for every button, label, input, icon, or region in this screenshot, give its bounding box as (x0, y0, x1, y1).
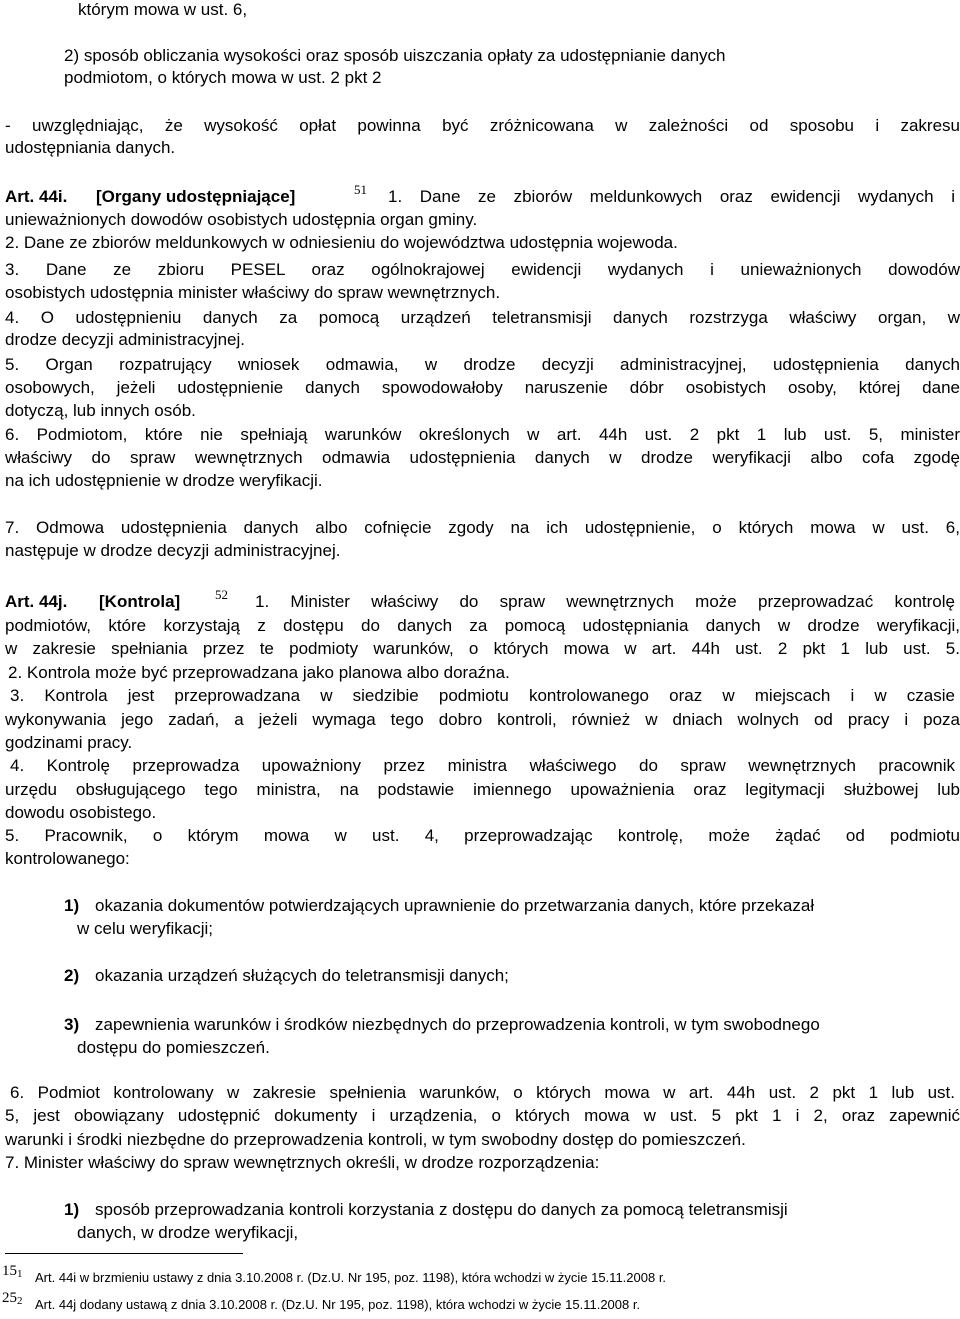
text-line: 7. Minister właściwy do spraw wewnętrznych określi, w drodze rozporządzenia: (5, 1153, 600, 1172)
text-line: 1. Dane ze zbiorów meldunkowych oraz ewidencji wydanych i (388, 187, 955, 206)
footnote-text: Art. 44i w brzmieniu ustawy z dnia 3.10.2008 r. (Dz.U. Nr 195, poz. 1198), która wchodzi w życie 15.11.2008 r. (35, 1270, 667, 1285)
text-line: 2) sposób obliczania wysokości oraz sposób uiszczania opłaty za udostępnianie danych (64, 46, 726, 65)
text-line: podmiotów, które korzystają z dostępu do danych za pomocą udostępniania danych w drodze weryfikacji, (5, 616, 960, 635)
text-line: którym mowa w ust. 6, (78, 0, 248, 19)
text-line: warunki i środki niezbędne do przeprowadzenia kontroli, w tym swobodny dostęp do pomieszczeń. (5, 1130, 746, 1149)
text-line: osobistych udostępnia minister właściwy do spraw wewnętrznych. (5, 283, 501, 302)
text-line: okazania dokumentów potwierdzających uprawnienie do przetwarzania danych, które przekazał (95, 896, 815, 915)
text-line: 5. Organ rozpatrujący wniosek odmawia, w drodze decyzji administracyjnej, udostępnienia danych (5, 355, 960, 374)
text-line: podmiotom, o których mowa w ust. 2 pkt 2 (64, 68, 382, 87)
text-line: dotyczą, lub innych osób. (5, 401, 196, 420)
text-line: wykonywania jego zadań, a jeżeli wymaga tego dobro kontroli, również w dniach wolnych od pracy i poza (5, 710, 960, 729)
text-line: osobowych, jeżeli udostępnienie danych spowodowałoby naruszenie dóbr osobistych osoby, której dane (5, 378, 960, 397)
list-number: 1) (64, 896, 80, 915)
footnote-text: Art. 44j dodany ustawą z dnia 3.10.2008 r. (Dz.U. Nr 195, poz. 1198), która wchodzi w życie 15.11.2008 r. (35, 1297, 641, 1312)
article-44j-title: [Kontrola] (99, 592, 181, 611)
text-line: udostępniania danych. (5, 138, 176, 157)
text-line: 6. Podmiot kontrolowany w zakresie spełnienia warunków, o których mowa w art. 44h ust. 2 pkt 1 lub ust. (10, 1083, 955, 1102)
text-line: właściwy do spraw wewnętrznych odmawia udostępnienia danych w drodze weryfikacji albo cofa zgodę (5, 448, 960, 467)
text-line: w celu weryfikacji; (77, 919, 214, 938)
text-line: danych, w drodze weryfikacji, (77, 1223, 299, 1242)
article-44j-label: Art. 44j. (5, 592, 68, 611)
text-line: godzinami pracy. (5, 733, 133, 752)
article-44i-title: [Organy udostępniające] (96, 187, 296, 206)
text-line: - uwzględniając, że wysokość opłat powinna być zróżnicowana w zależności od sposobu i zakresu (5, 116, 960, 135)
text-line: 1. Minister właściwy do spraw wewnętrznych może przeprowadzać kontrolę (255, 592, 955, 611)
text-line: sposób przeprowadzania kontroli korzystania z dostępu do danych za pomocą teletransmisji (95, 1200, 788, 1219)
text-line: na ich udostępnienie w drodze weryfikacji. (5, 471, 323, 490)
text-line: 2. Dane ze zbiorów meldunkowych w odniesieniu do województwa udostępnia wojewoda. (5, 233, 678, 252)
article-44i-label: Art. 44i. (5, 187, 68, 206)
text-line: 4. O udostępnieniu danych za pomocą urządzeń teletransmisji danych rozstrzyga właściwy organ, w (5, 308, 960, 327)
text-line: 2. Kontrola może być przeprowadzana jako planowa albo doraźna. (8, 663, 510, 682)
text-line: unieważnionych dowodów osobistych udostępnia organ gminy. (5, 210, 478, 229)
text-line: 7. Odmowa udostępnienia danych albo cofnięcie zgody na ich udostępnienie, o których mowa w ust. 6, (5, 518, 960, 537)
text-line: okazania urządzeń służących do teletransmisji danych; (95, 966, 509, 985)
text-line: następuje w drodze decyzji administracyjnej. (5, 541, 341, 560)
text-line: zapewnienia warunków i środków niezbędnych do przeprowadzenia kontroli, w tym swobodnego (95, 1015, 820, 1034)
footnote-ref-52[interactable]: 52 (215, 587, 228, 602)
list-number: 2) (64, 966, 80, 985)
list-number: 3) (64, 1015, 80, 1034)
text-line: 5, jest obowiązany udostępnić dokumenty i urządzenia, o których mowa w ust. 5 pkt 1 i 2, oraz zapewnić (5, 1106, 960, 1125)
text-line: urzędu obsługującego tego ministra, na podstawie imiennego upoważnienia oraz legitymacji służbowej lub (5, 780, 960, 799)
footnote-mark: $25_2$ (2, 1290, 23, 1307)
footnote-mark: $15_1$ (2, 1263, 23, 1280)
text-line: dostępu do pomieszczeń. (77, 1038, 270, 1057)
text-line: 6. Podmiotom, które nie spełniają warunków określonych w art. 44h ust. 2 pkt 1 lub ust. 5, minister (5, 425, 960, 444)
text-line: kontrolowanego: (5, 849, 130, 868)
footnote-ref-51[interactable]: 51 (354, 182, 367, 197)
list-number: 1) (64, 1200, 80, 1219)
text-line: 3. Dane ze zbioru PESEL oraz ogólnokrajowej ewidencji wydanych i unieważnionych dowodów (5, 260, 960, 279)
text-line: drodze decyzji administracyjnej. (5, 330, 245, 349)
text-line: 4. Kontrolę przeprowadza upoważniony przez ministra właściwego do spraw wewnętrznych pracownik (10, 756, 955, 775)
text-line: dowodu osobistego. (5, 803, 157, 822)
text-line: 5. Pracownik, o którym mowa w ust. 4, przeprowadzając kontrolę, może żądać od podmiotu (5, 826, 960, 845)
text-line: w zakresie spełniania przez te podmioty warunków, o których mowa w art. 44h ust. 2 pkt 1 lub ust. 5. (5, 639, 960, 658)
footnote-separator (5, 1253, 243, 1254)
text-line: 3. Kontrola jest przeprowadzana w siedzibie podmiotu kontrolowanego oraz w miejscach i w czasie (10, 686, 955, 705)
